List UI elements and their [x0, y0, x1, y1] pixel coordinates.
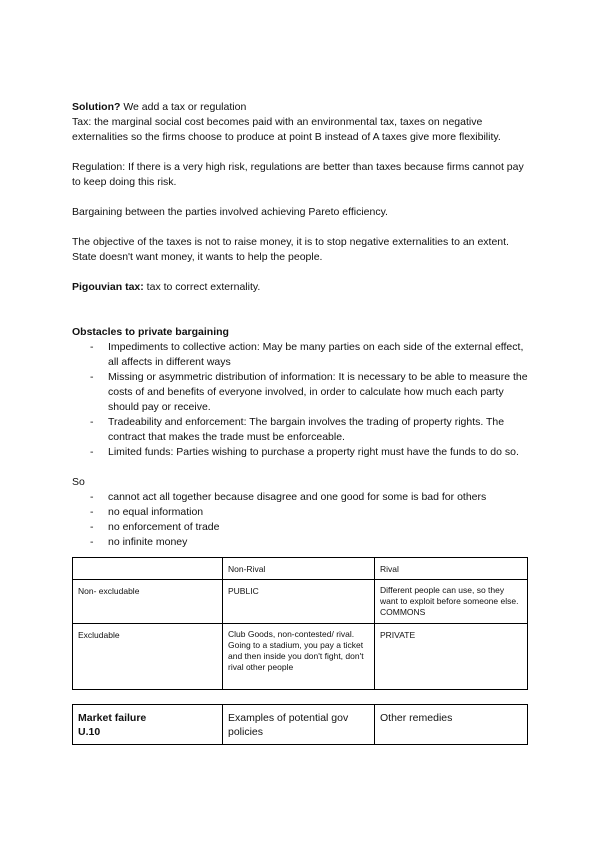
unit-label: U.10	[78, 726, 101, 738]
list-item: - no enforcement of trade	[90, 520, 532, 535]
pigouvian-paragraph	[72, 280, 532, 295]
table-cell	[73, 558, 223, 580]
objective-paragraph: The objective of the taxes is not to raise money, it is to stop negative externalities to an extent. State doesn't want money, it wants to help the people.	[72, 236, 509, 263]
solution-heading: Solution?	[72, 101, 121, 113]
list-item: - no infinite money	[90, 535, 532, 550]
solution-heading-rest: We add a tax or regulation	[120, 101, 247, 113]
list-item: - Limited funds: Parties wishing to purchase a property right must have the funds to do so.	[90, 445, 532, 460]
list-item: - no equal information	[90, 505, 532, 520]
document-page	[72, 100, 532, 745]
list-item: - Tradeability and enforcement: The bargain involves the trading of property rights. The contract that makes the trade must be enforceable.	[90, 415, 532, 445]
table-cell: Club Goods, non-contested/ rival. Going to a stadium, you pay a ticket and then inside you don't fight, don't rival other people	[223, 624, 375, 690]
bargaining-paragraph: Bargaining between the parties involved achieving Pareto efficiency.	[72, 206, 388, 218]
pigouvian-text: tax to correct externality.	[143, 281, 261, 293]
pigouvian-label: Pigouvian tax:	[72, 281, 144, 293]
table-cell: PUBLIC	[223, 580, 375, 624]
table-cell: Non-Rival	[223, 558, 375, 580]
goods-table	[72, 557, 528, 690]
table-cell: Non- excludable	[73, 580, 223, 624]
market-failure-label: Market failure	[78, 712, 147, 724]
market-failure-table	[72, 704, 528, 745]
table-row	[73, 705, 528, 745]
list-item: - Impediments to collective action: May be many parties on each side of the external effect, all affects in different ways	[90, 340, 532, 370]
table-row	[73, 558, 528, 580]
obstacles-list	[72, 340, 532, 460]
solution-heading-line	[72, 100, 532, 115]
table-row	[73, 580, 528, 624]
so-label: So	[72, 476, 85, 488]
table-cell: Rival	[375, 558, 528, 580]
table-cell: Excludable	[73, 624, 223, 690]
tax-paragraph: Tax: the marginal social cost becomes paid with an environmental tax, taxes on negative externalities so the firms choose to produce at point B instead of A taxes give more flexibility.	[72, 116, 501, 143]
table-cell: Different people can use, so they want to exploit before someone else. COMMONS	[375, 580, 528, 624]
obstacles-heading: Obstacles to private bargaining	[72, 326, 229, 338]
table-cell: Other remedies	[375, 705, 528, 745]
list-item: - Missing or asymmetric distribution of information: It is necessary to be able to measure the costs of and benefits of everyone involved, in order to calculate how much each party should pay or receive.	[90, 370, 532, 415]
so-list	[72, 490, 532, 550]
table-cell	[73, 705, 223, 745]
table-cell: PRIVATE	[375, 624, 528, 690]
list-item: - cannot act all together because disagree and one good for some is bad for others	[90, 490, 532, 505]
regulation-paragraph: Regulation: If there is a very high risk, regulations are better than taxes because firms cannot pay to keep doing this risk.	[72, 161, 524, 188]
table-cell: Examples of potential gov policies	[223, 705, 375, 745]
table-row	[73, 624, 528, 690]
